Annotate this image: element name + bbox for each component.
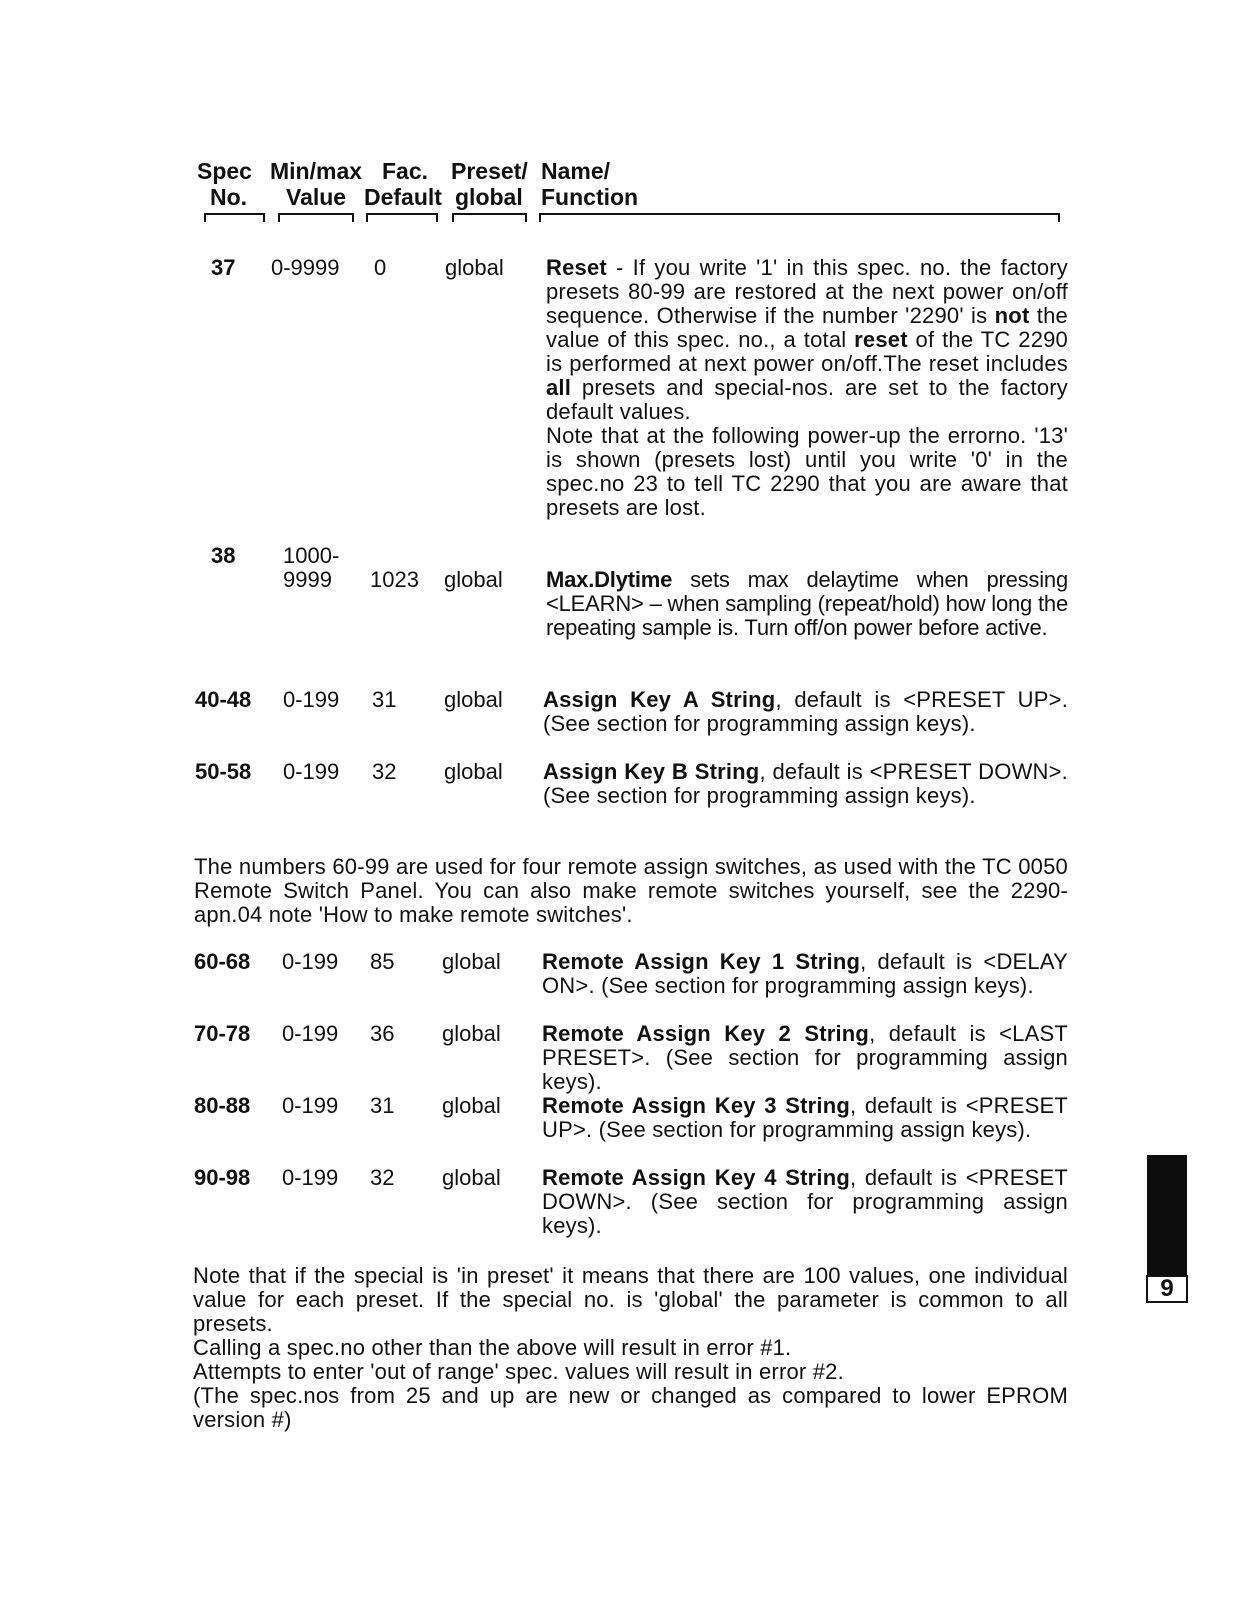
row-38-scope: global [444, 567, 503, 592]
footer-note-eprom: (The spec.nos from 25 and up are new or changed as compared to lower EPROM version #) [193, 1383, 1068, 1432]
row-38-desc: Max.Dlytime sets max delaytime when pressing <LEARN> – when sampling (repeat/hold) how long the repeating sample is. Turn off/on power before active. [546, 567, 1068, 640]
row-40-48-desc: Assign Key A String, default is <PRESET UP>. (See section for programming assign keys). [543, 687, 1069, 736]
row-37-desc-note: Note that at the following power-up the errorno. '13' is shown (presets lost) until you write '0' in the spec.no 23 to tell TC 2290 that you are aware that presets are lost. [546, 423, 1068, 520]
row-80-88-default: 31 [370, 1093, 395, 1118]
row-38-default: 1023 [370, 567, 419, 592]
row-37-spec: 37 [211, 255, 236, 280]
row-70-78-scope: global [442, 1021, 501, 1046]
header-minmax-line1: Min/max [270, 158, 363, 184]
header-bracket-preset [452, 213, 527, 222]
row-40-48-scope: global [444, 687, 503, 712]
row-37-desc-main: Reset - If you write '1' in this spec. no. the factory presets 80-99 are restored at the next power on/off sequence. Otherwise if the number '2290' is not the value of this spec. no., a total reset of the TC 2290 is performed at next power on/off.The reset includes all presets and special-nos. are set to the factory default values. [546, 255, 1068, 424]
header-bracket-name [539, 213, 1060, 222]
footer-note-error1: Calling a spec.no other than the above will result in error #1. [193, 1335, 792, 1360]
row-40-48-minmax: 0-199 [283, 687, 340, 712]
row-37-desc-term: Reset [546, 255, 607, 280]
header-preset-line2: global [455, 184, 523, 210]
row-90-98-desc-term: Remote Assign Key 4 String [542, 1165, 850, 1190]
row-70-78-minmax: 0-199 [282, 1021, 339, 1046]
header-preset [451, 158, 528, 210]
row-60-68-minmax: 0-199 [282, 949, 339, 974]
row-38-spec: 38 [211, 543, 236, 568]
header-spec-line2: No. [210, 184, 248, 210]
row-50-58-desc: Assign Key B String, default is <PRESET DOWN>. (See section for programming assign keys). [543, 759, 1068, 808]
header-preset-line1: Preset/ [451, 158, 528, 184]
header-fac-line1: Fac. [382, 158, 429, 184]
row-37-scope: global [445, 255, 504, 280]
footer-note-error2: Attempts to enter 'out of range' spec. values will result in error #2. [193, 1359, 844, 1384]
header-name [541, 158, 638, 210]
chapter-tab-number: 9 [1146, 1275, 1188, 1303]
row-70-78-desc: Remote Assign Key 2 String, default is <LAST PRESET>. (See section for programming assign keys). [542, 1021, 1068, 1094]
row-70-78-desc-term: Remote Assign Key 2 String [542, 1021, 870, 1046]
row-80-88-scope: global [442, 1093, 501, 1118]
header-fac-line2: Default [364, 184, 442, 210]
row-60-68-scope: global [442, 949, 501, 974]
row-50-58-minmax: 0-199 [283, 759, 340, 784]
row-38-minmax-b: 9999 [283, 567, 332, 592]
row-80-88-minmax: 0-199 [282, 1093, 339, 1118]
row-38-desc-term: Max.Dlytime [546, 567, 673, 592]
row-40-48-desc-term: Assign Key A String [543, 687, 776, 712]
row-50-58-default: 32 [372, 759, 397, 784]
row-40-48-spec: 40-48 [195, 687, 252, 712]
row-40-48-default: 31 [372, 687, 397, 712]
row-90-98-scope: global [442, 1165, 501, 1190]
row-60-68-spec: 60-68 [194, 949, 251, 974]
header-bracket-spec [204, 213, 265, 222]
row-50-58-scope: global [444, 759, 503, 784]
header-minmax [270, 158, 362, 210]
remote-switch-note: The numbers 60-99 are used for four remote assign switches, as used with the TC 0050 Remote Switch Panel. You can also make remote switches yourself, see the 2290-apn.04 note 'How to make remote switches'. [194, 854, 1068, 927]
header-bracket-fac [366, 213, 438, 222]
row-90-98-desc: Remote Assign Key 4 String, default is <PRESET DOWN>. (See section for programming assign keys). [542, 1165, 1068, 1238]
row-90-98-default: 32 [370, 1165, 395, 1190]
footer-note-scope: Note that if the special is 'in preset' it means that there are 100 values, one individual value for each preset. If the special no. is 'global' the parameter is common to all presets. [193, 1263, 1068, 1336]
row-90-98-minmax: 0-199 [282, 1165, 339, 1190]
row-60-68-desc-term: Remote Assign Key 1 String [542, 949, 861, 974]
header-fac [364, 158, 442, 210]
header-bracket-minmax [278, 213, 354, 222]
header-spec-line1: Spec [197, 158, 252, 184]
row-38-minmax-a: 1000- [283, 543, 340, 568]
row-80-88-desc-term: Remote Assign Key 3 String [542, 1093, 850, 1118]
row-60-68-default: 85 [370, 949, 395, 974]
row-50-58-desc-term: Assign Key B String [543, 759, 760, 784]
row-37-default: 0 [374, 255, 387, 280]
header-spec [197, 158, 252, 210]
row-70-78-spec: 70-78 [194, 1021, 251, 1046]
chapter-tab-marker [1147, 1155, 1187, 1275]
row-90-98-spec: 90-98 [194, 1165, 251, 1190]
row-37-desc [546, 256, 1068, 520]
row-80-88-desc: Remote Assign Key 3 String, default is <PRESET UP>. (See section for programming assign keys). [542, 1093, 1068, 1142]
row-37-minmax: 0-9999 [271, 255, 340, 280]
header-name-line2: Function [541, 184, 639, 210]
row-50-58-spec: 50-58 [195, 759, 252, 784]
header-minmax-line2: Value [286, 184, 347, 210]
row-70-78-default: 36 [370, 1021, 395, 1046]
row-60-68-desc: Remote Assign Key 1 String, default is <DELAY ON>. (See section for programming assign keys). [542, 949, 1068, 998]
header-name-line1: Name/ [541, 158, 611, 184]
row-80-88-spec: 80-88 [194, 1093, 251, 1118]
